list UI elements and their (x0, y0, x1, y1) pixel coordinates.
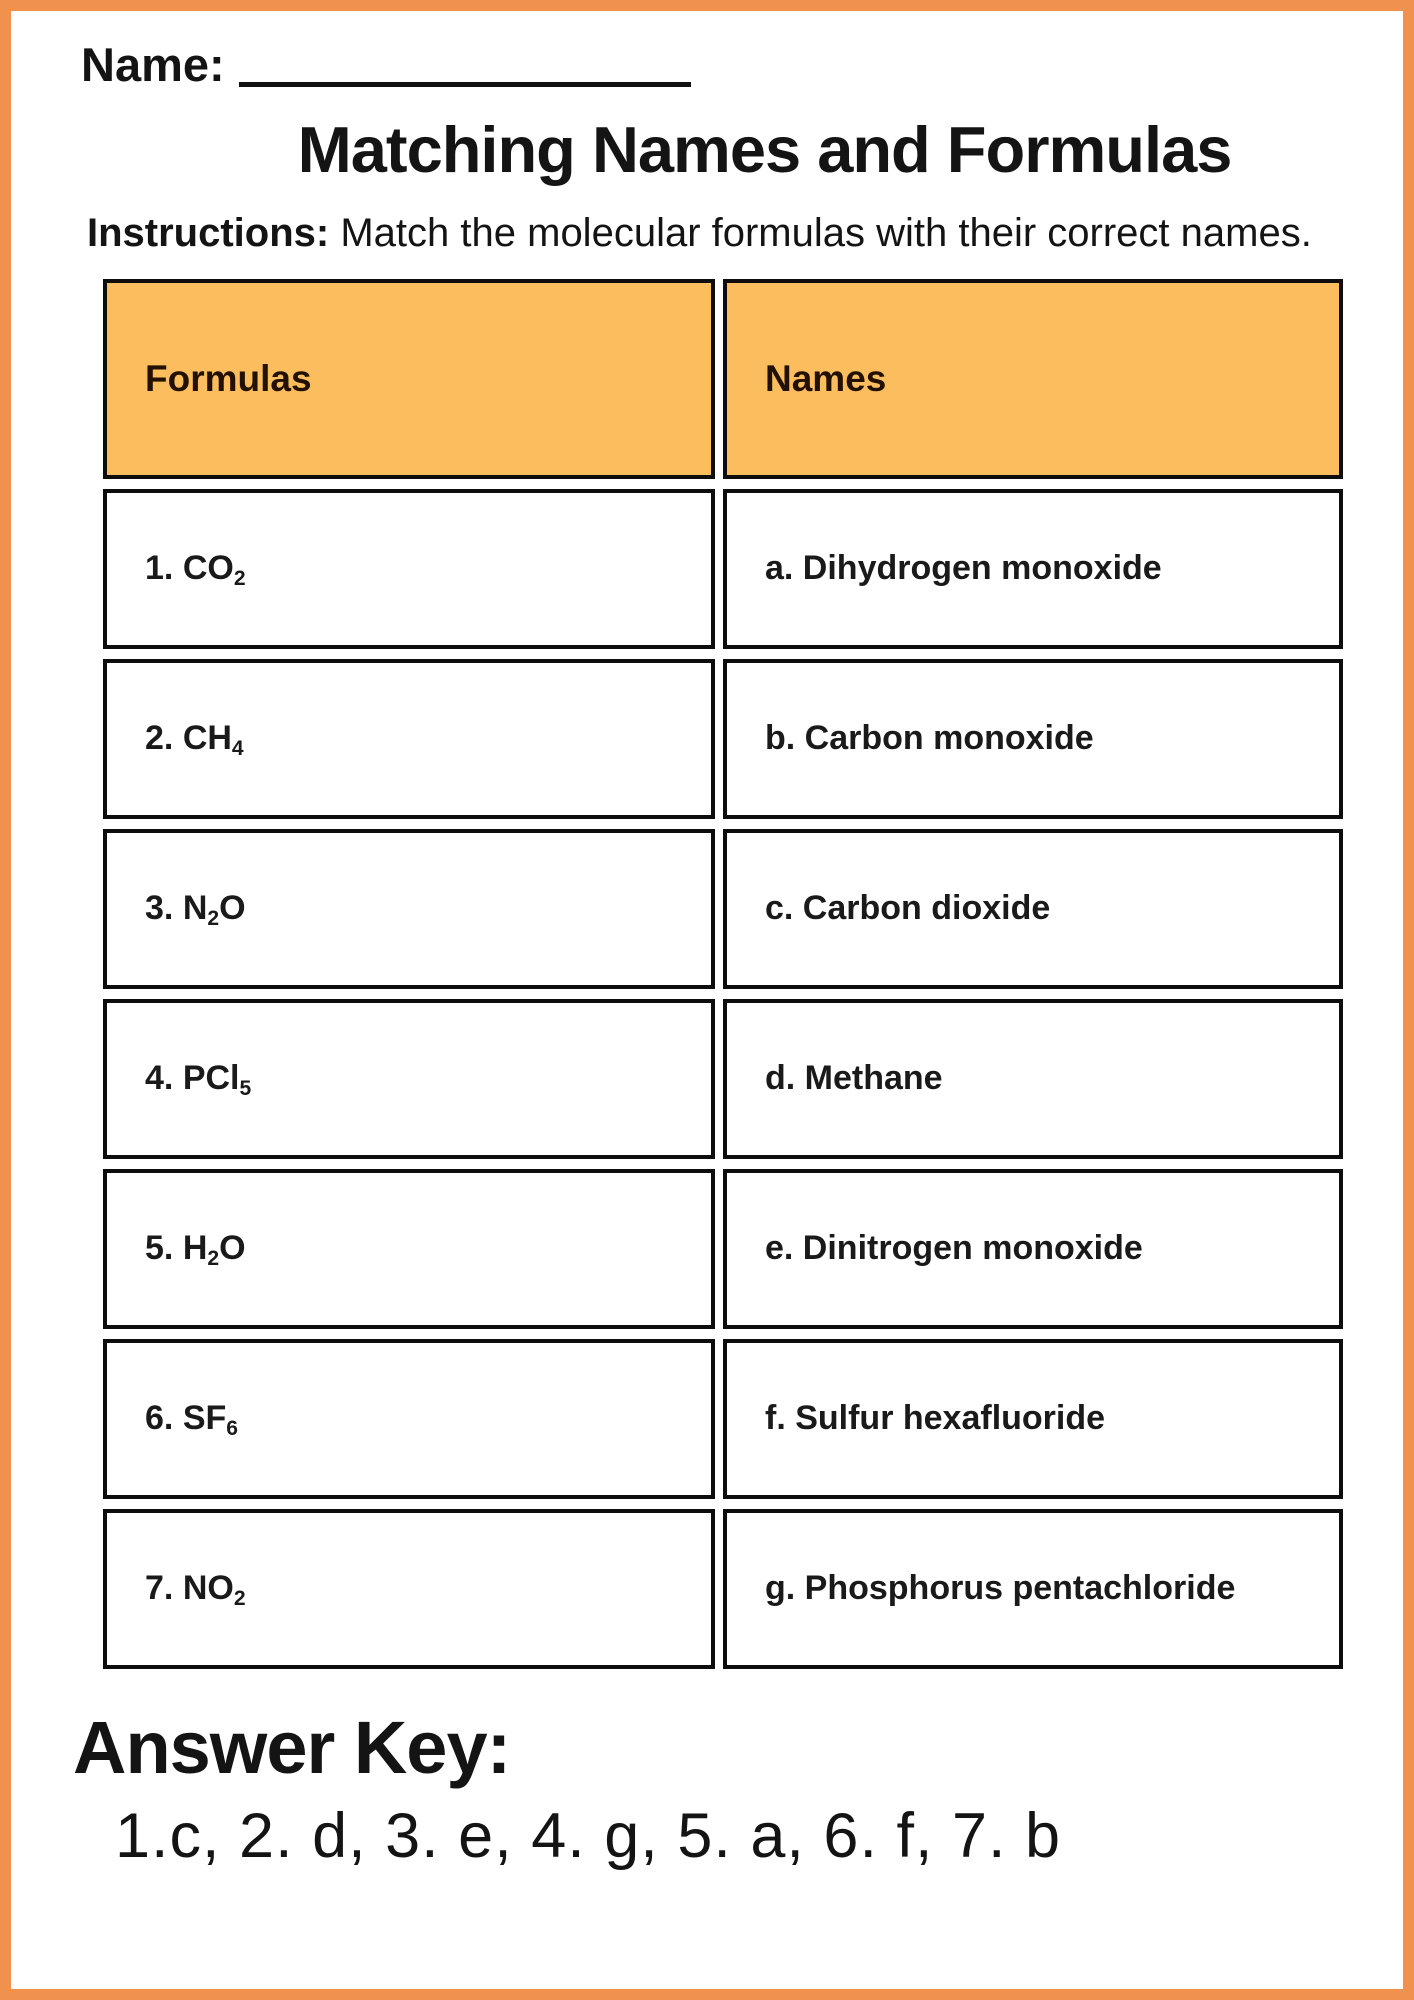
name-text: f. Sulfur hexafluoride (765, 1399, 1106, 1438)
formula-cell (103, 829, 715, 989)
formula-cell (103, 1509, 715, 1669)
matching-table (103, 279, 1343, 1669)
name-text: e. Dinitrogen monoxide (765, 1229, 1143, 1268)
formula-text: 3. $N_2O$ (145, 889, 246, 931)
name-cell (723, 1169, 1343, 1329)
formula-cell (103, 659, 715, 819)
name-row (81, 37, 1403, 92)
name-cell (723, 999, 1343, 1159)
answer-key-heading: Answer Key: (73, 1705, 511, 1789)
formula-text: 6. $SF_6$ (145, 1399, 238, 1441)
instructions (87, 203, 1327, 264)
name-text: g. Phosphorus pentachloride (765, 1569, 1236, 1608)
formula-cell (103, 489, 715, 649)
column-header-formulas: Formulas (103, 279, 715, 479)
formula-text: 1. $CO_2$ (145, 549, 246, 591)
name-text: d. Methane (765, 1059, 943, 1098)
name-text: a. Dihydrogen monoxide (765, 549, 1162, 588)
name-cell (723, 1509, 1343, 1669)
name-text: b. Carbon monoxide (765, 719, 1094, 758)
name-cell (723, 489, 1343, 649)
formula-text: 7. $NO_2$ (145, 1569, 246, 1611)
formula-text: 2. $CH_4$ (145, 719, 244, 761)
formula-text: 4. PCl$_5$ (145, 1059, 252, 1101)
column-header-names: Names (723, 279, 1343, 479)
formula-cell (103, 1169, 715, 1329)
answer-key-line: 1.c, 2. d, 3. e, 4. g, 5. a, 6. f, 7. b (115, 1800, 1062, 1871)
formula-cell (103, 1339, 715, 1499)
name-cell (723, 659, 1343, 819)
instructions-label: Instructions: (87, 211, 330, 255)
name-label: Name: (81, 38, 225, 91)
name-text: c. Carbon dioxide (765, 889, 1051, 928)
page-title: Matching Names and Formulas (297, 113, 1232, 186)
name-cell (723, 829, 1343, 989)
instructions-text: Match the molecular formulas with their correct names. (340, 211, 1312, 255)
formula-text: 5. $H_2O$ (145, 1229, 246, 1271)
name-underline (239, 41, 691, 87)
name-cell (723, 1339, 1343, 1499)
formula-cell (103, 999, 715, 1159)
